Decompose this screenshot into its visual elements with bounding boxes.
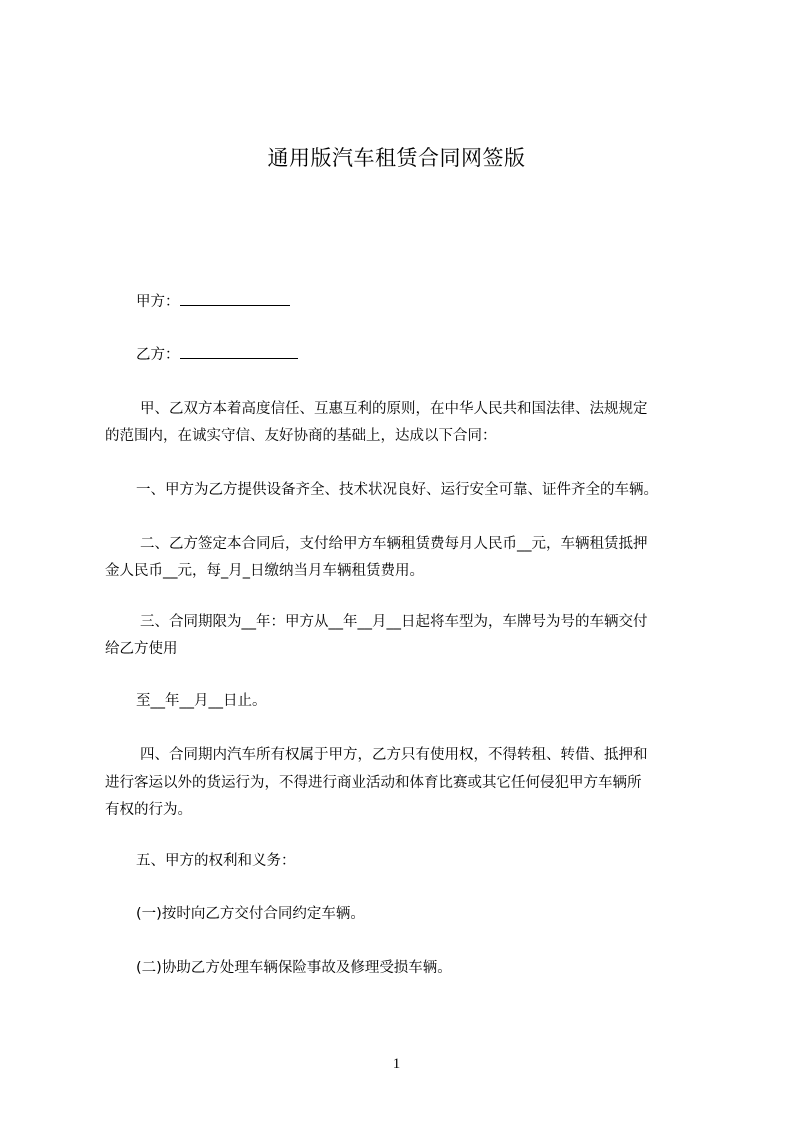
- party-b-blank: [180, 346, 298, 359]
- party-b-label: 乙方：: [136, 347, 180, 363]
- clause-3-line-1: 三、合同期限为__年：甲方从__年__月__日起将车型为，车牌号为号的车辆交付: [140, 614, 648, 630]
- clause-4-line-1: 四、合同期内汽车所有权属于甲方，乙方只有使用权，不得转租、转借、抵押和: [140, 747, 648, 763]
- clause-2-line-2: 金人民币__元，每_月_日缴纳当月车辆租赁费用。: [105, 563, 424, 579]
- party-a-line: [136, 292, 290, 312]
- clause-5-item-2: (二)协助乙方处理车辆保险事故及修理受损车辆。: [136, 960, 452, 976]
- clause-4-line-3: 有权的行为。: [105, 802, 192, 818]
- clause-5-item-1: (一)按时向乙方交付合同约定车辆。: [136, 906, 365, 922]
- clause-2-line-1: 二、乙方签定本合同后，支付给甲方车辆租赁费每月人民币__元，车辆租赁抵押: [140, 536, 648, 552]
- page-number: 1: [392, 1056, 401, 1072]
- intro-line-1: 甲、乙双方本着高度信任、互惠互利的原则，在中华人民共和国法律、法规规定: [140, 401, 648, 417]
- party-b-line: [136, 345, 298, 365]
- intro-line-2: 的范围内，在诚实守信、友好协商的基础上，达成以下合同：: [105, 428, 497, 444]
- party-a-label: 甲方：: [136, 294, 180, 310]
- clause-3-line-2: 给乙方使用: [105, 641, 178, 657]
- party-a-blank: [180, 293, 290, 306]
- document-title: 通用版汽车租赁合同网签版: [267, 146, 526, 170]
- clause-4-line-2: 进行客运以外的货运行为，不得进行商业活动和体育比赛或其它任何侵犯甲方车辆所: [105, 775, 642, 791]
- clause-1-line-1: 一、甲方为乙方提供设备齐全、技术状况良好、运行安全可靠、证件齐全的车辆。: [136, 482, 658, 498]
- clause-3-line-3: 至__年__月__日止。: [136, 693, 267, 709]
- clause-5-heading: 五、甲方的权利和义务：: [136, 853, 296, 869]
